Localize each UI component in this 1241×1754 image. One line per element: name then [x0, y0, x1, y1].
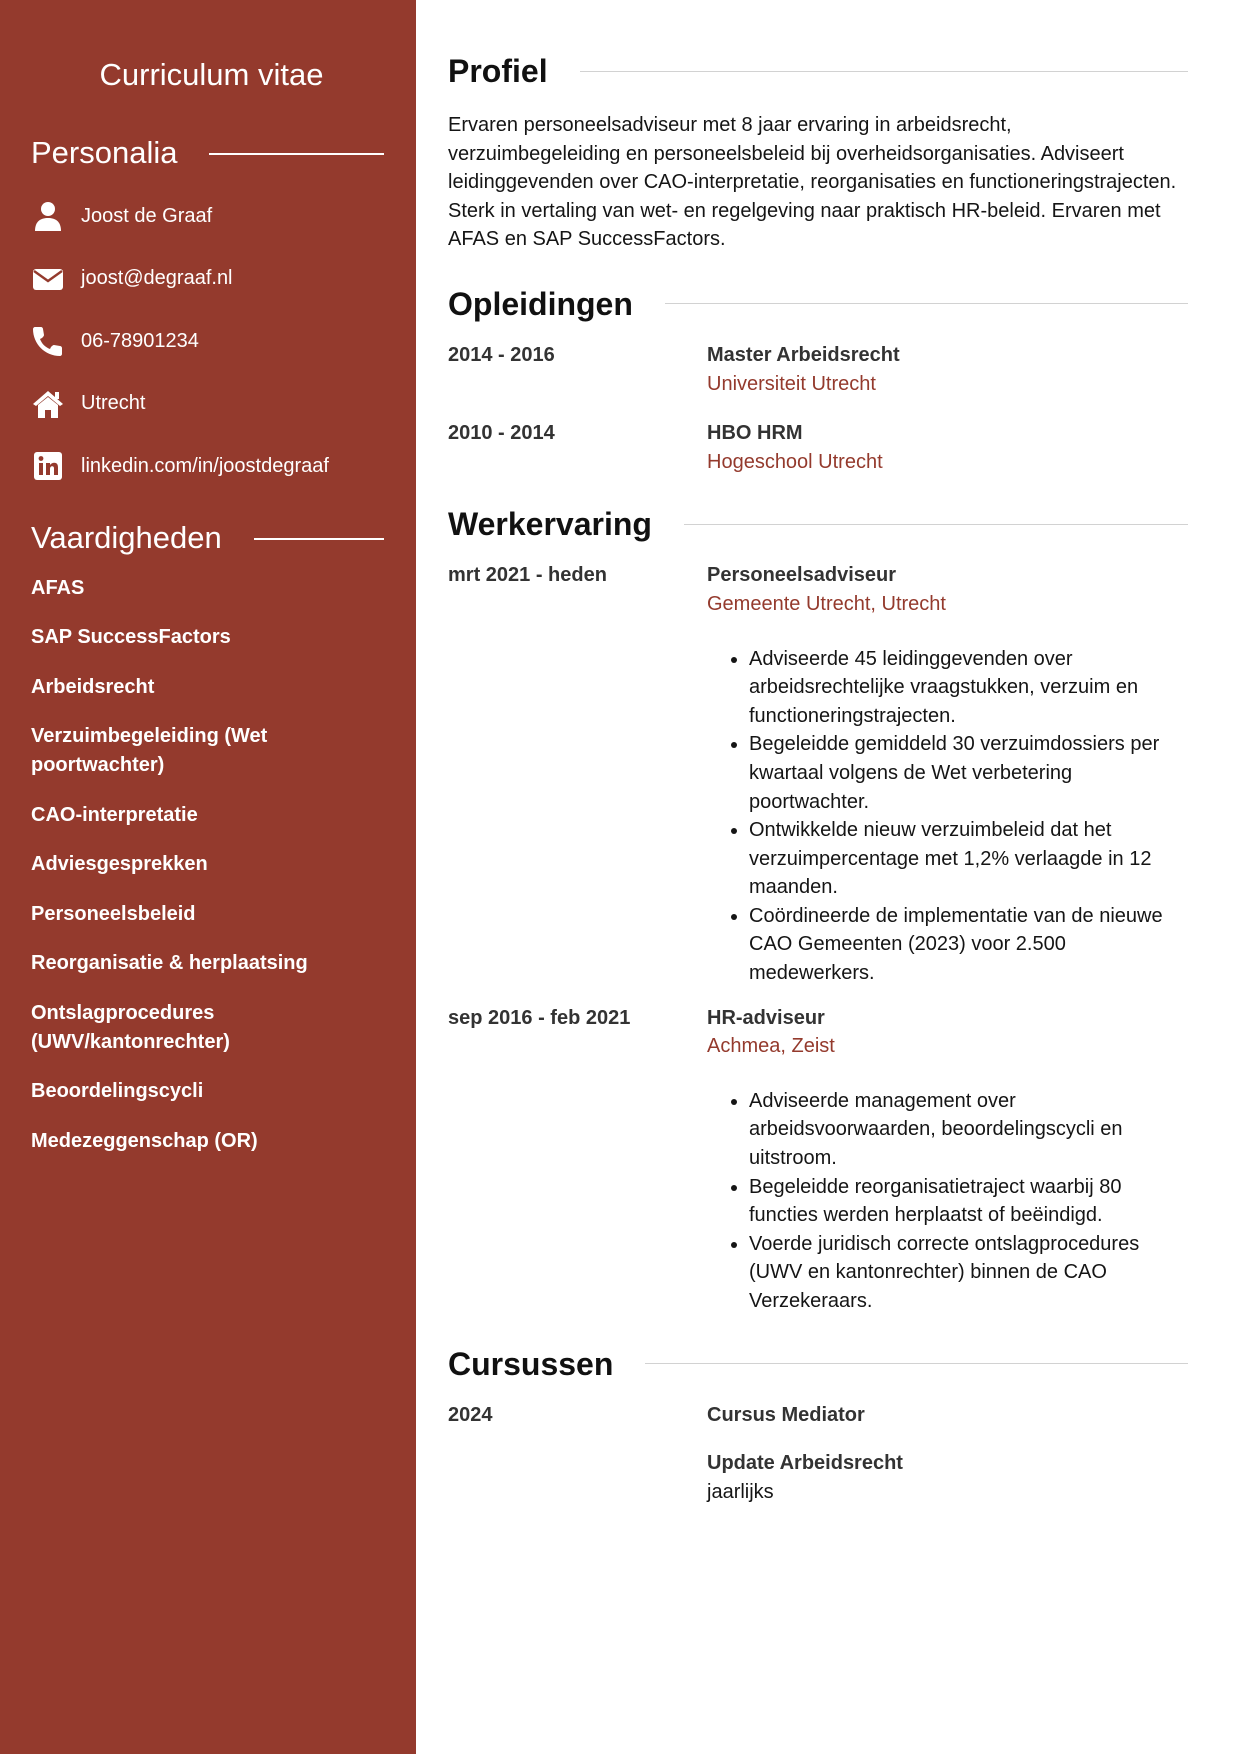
linkedin-icon: [31, 449, 65, 483]
entry-date: [448, 1449, 707, 1506]
entry-body: [707, 1449, 1188, 1506]
work-heading-text: Werkervaring: [448, 506, 652, 543]
bullet-item: • Coördineerde de implementatie van de nieuwe CAO Gemeenten (2023) voor 2.500 medewerkers.: [749, 902, 1188, 988]
phone-icon: [31, 324, 65, 358]
entry-date: 2024: [448, 1403, 493, 1426]
profile-heading: [448, 51, 1188, 91]
bullet-item: • Ontwikkelde nieuw verzuimbeleid dat het verzuimpercentage met 1,2% verlaagde in 12 maanden.: [749, 816, 1188, 902]
education-heading: [448, 284, 1188, 324]
entry-title: Cursus Mediator: [707, 1403, 865, 1426]
linkedin-text[interactable]: linkedin.com/in/joostdegraaf: [81, 454, 329, 477]
entry-date: 2014 - 2016: [448, 343, 555, 366]
personalia-phone[interactable]: [31, 310, 384, 373]
entry-title: Personeelsadviseur: [707, 564, 896, 587]
entry-date: mrt 2021 - heden: [448, 564, 607, 587]
personalia-heading: [31, 133, 384, 173]
skills-list: [31, 574, 384, 1156]
entry-title: Update Arbeidsrecht: [707, 1452, 903, 1475]
entry-body: [707, 1401, 1188, 1430]
personalia-location: [31, 373, 384, 436]
skills-heading: [31, 518, 384, 558]
skill-item: SAP SuccessFactors: [31, 626, 231, 648]
entry-body: [707, 561, 1188, 987]
entry-title: Master Arbeidsrecht: [707, 343, 900, 366]
bullet-item: • Adviseerde 45 leidinggevenden over arbeidsrechtelijke vraagstukken, verzuim en functioneringstrajecten.: [749, 645, 1188, 731]
heading-divider: [645, 1363, 1188, 1364]
entry-title: HR-adviseur: [707, 1006, 825, 1029]
entry-note: jaarlijks: [707, 1480, 774, 1503]
bullet-item: • Adviseerde management over arbeidsvoorwaarden, beoordelingscycli en uitstroom.: [749, 1087, 1188, 1173]
entry-institution: Universiteit Utrecht: [707, 372, 876, 395]
skills-heading-text: Vaardigheden: [31, 519, 222, 555]
personalia-list: [31, 185, 384, 498]
courses-heading: [448, 1344, 1188, 1384]
home-icon: [31, 387, 65, 421]
education-entry: [448, 341, 1188, 398]
personalia-linkedin[interactable]: [31, 435, 384, 498]
entry-employer: Achmea, Zeist: [707, 1035, 835, 1058]
skill-item: AFAS: [31, 576, 85, 599]
heading-divider: [254, 538, 384, 540]
personalia-heading-text: Personalia: [31, 135, 178, 170]
education-section: [448, 284, 1188, 476]
course-entry: [448, 1401, 1188, 1430]
skill-item: Adviesgesprekken: [31, 853, 208, 875]
bullet-list: [707, 645, 1188, 988]
sidebar: [0, 0, 416, 1754]
bullet-list: [707, 1087, 1188, 1316]
work-section: [448, 504, 1188, 1315]
envelope-icon: [31, 262, 65, 296]
entry-date: 2010 - 2014: [448, 422, 555, 445]
entry-date: sep 2016 - feb 2021: [448, 1006, 631, 1029]
bullet-item: • Voerde juridisch correcte ontslagprocedures (UWV en kantonrechter) binnen de CAO Verzekeraars.: [749, 1230, 1188, 1316]
courses-section: [448, 1344, 1188, 1507]
entry-body: [707, 341, 1188, 398]
entry-body: [707, 419, 1188, 476]
entry-institution: Hogeschool Utrecht: [707, 450, 883, 473]
location-text: Utrecht: [81, 392, 146, 415]
skill-item: Arbeidsrecht: [31, 675, 155, 698]
profile-section: [448, 51, 1188, 254]
profile-heading-text: Profiel: [448, 53, 548, 89]
skill-item: Verzuimbegeleiding (Wet poortwachter): [31, 725, 268, 776]
heading-divider: [209, 153, 384, 155]
heading-divider: [665, 303, 1188, 304]
education-heading-text: Opleidingen: [448, 285, 633, 322]
skill-item: Medezeggenschap (OR): [31, 1129, 258, 1152]
cv-title: Curriculum vitae: [99, 57, 324, 92]
name-text: Joost de Graaf: [81, 204, 213, 227]
email-text[interactable]: joost@degraaf.nl: [81, 267, 233, 290]
heading-divider: [684, 524, 1188, 525]
education-entry: [448, 419, 1188, 476]
personalia-name: [31, 185, 384, 248]
entry-body: [707, 1004, 1188, 1316]
work-entry: [448, 561, 1188, 987]
user-icon: [31, 199, 65, 233]
bullet-item: • Begeleidde reorganisatietraject waarbij 80 functies werden herplaatst of beëindigd.: [749, 1173, 1188, 1230]
skill-item: Personeelsbeleid: [31, 902, 196, 925]
personalia-email[interactable]: [31, 248, 384, 311]
skill-item: CAO-interpretatie: [31, 803, 198, 826]
skill-item: Reorganisatie & herplaatsing: [31, 952, 308, 974]
course-entry: [448, 1449, 1188, 1506]
entry-employer: Gemeente Utrecht, Utrecht: [707, 592, 946, 615]
profile-text: Ervaren personeelsadviseur met 8 jaar ervaring in arbeidsrecht, verzuimbegeleiding en personeelsbeleid bij overheidsorganisaties. Adviseert leidinggevenden over CAO-interpretatie, reorganisaties en functioneringstrajecten. Sterk in vertaling van wet- en regelgeving naar praktisch HR-beleid. Ervaren met AFAS en SAP SuccessFactors.: [448, 114, 1177, 251]
heading-divider: [580, 71, 1188, 72]
courses-heading-text: Cursussen: [448, 1345, 614, 1382]
work-heading: [448, 504, 1188, 544]
phone-text[interactable]: 06-78901234: [81, 329, 199, 352]
skill-item: Ontslagprocedures (UWV/kantonrechter): [31, 1001, 230, 1053]
main-content: [448, 0, 1188, 1506]
skill-item: Beoordelingscycli: [31, 1080, 204, 1102]
work-entry: [448, 1004, 1188, 1316]
entry-title: HBO HRM: [707, 422, 803, 445]
bullet-item: • Begeleidde gemiddeld 30 verzuimdossiers per kwartaal volgens de Wet verbetering poortwachter.: [749, 730, 1188, 816]
